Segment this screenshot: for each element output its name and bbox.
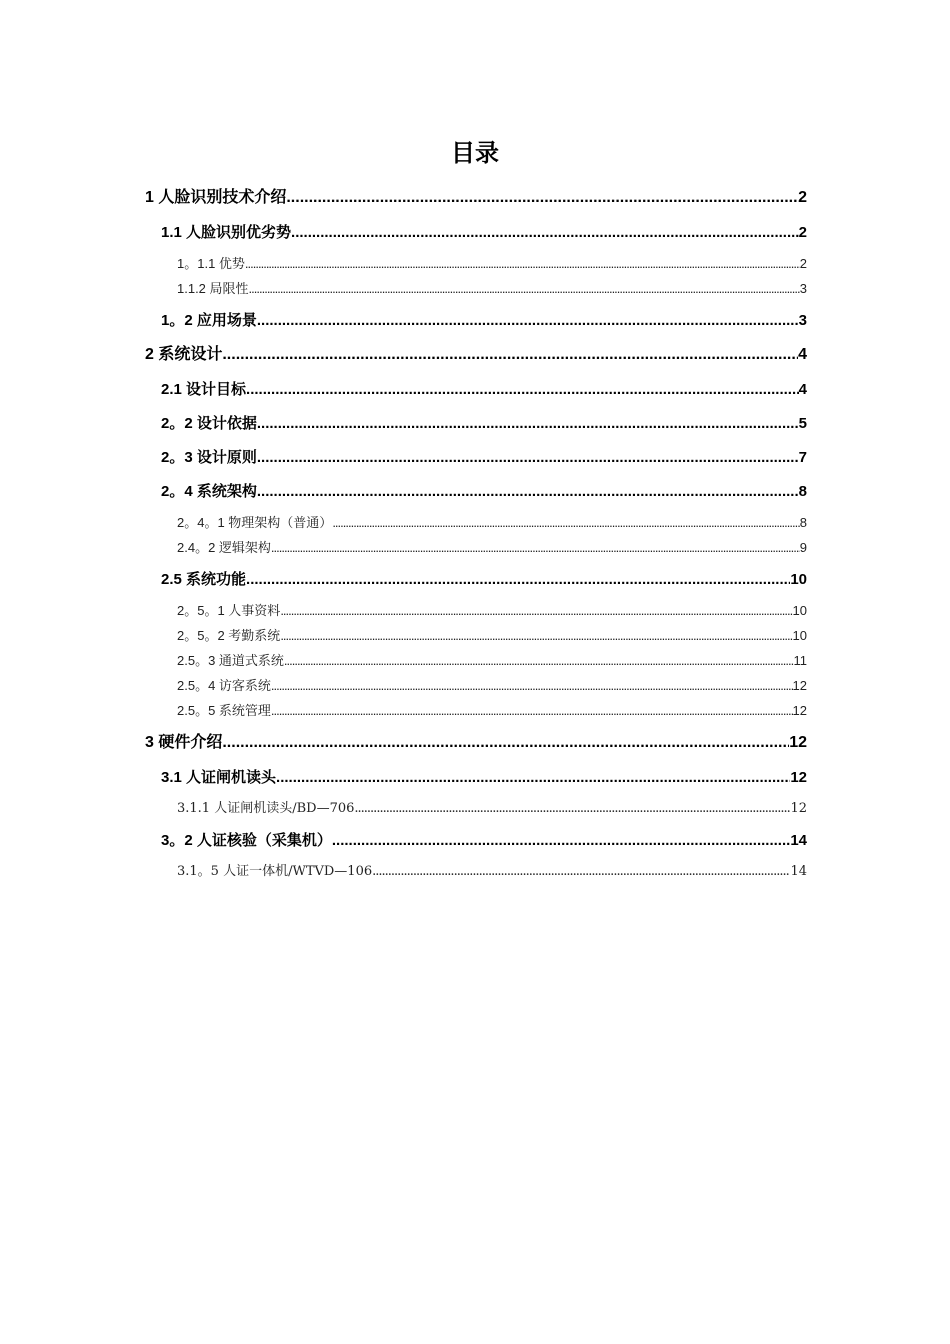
toc-page-number: 12: [792, 703, 807, 718]
toc-page-number: 12: [790, 801, 807, 816]
toc-dot-leader: [271, 674, 793, 698]
toc-page-number: 11: [793, 653, 807, 668]
toc-list: [145, 183, 807, 885]
toc-dot-leader: [245, 252, 800, 276]
toc-page-number: 8: [799, 515, 807, 530]
toc-dot-leader: [286, 183, 798, 213]
toc-entry-level-3[interactable]: [145, 860, 807, 885]
toc-page-number: 4: [798, 346, 807, 363]
toc-dot-leader: [257, 409, 799, 439]
toc-entry-label: 1 人脸识别技术介绍: [145, 189, 287, 206]
toc-dot-leader: [354, 797, 790, 821]
toc-dot-leader: [291, 218, 799, 248]
toc-entry-level-2[interactable]: [145, 443, 807, 477]
toc-entry-label: 3.1。5 人证一体机/WTVD—106: [177, 864, 373, 879]
toc-entry-level-2[interactable]: [145, 375, 807, 409]
toc-entry-label: 2.1 设计目标: [161, 381, 247, 398]
toc-entry-level-2[interactable]: [145, 306, 807, 340]
toc-dot-leader: [372, 860, 790, 884]
toc-dot-leader: [271, 699, 793, 723]
toc-entry-label: 2.5。5 系统管理: [177, 703, 271, 718]
toc-entry-level-2[interactable]: [145, 477, 807, 511]
toc-dot-leader: [280, 624, 792, 648]
toc-entry-level-2[interactable]: [145, 218, 807, 252]
toc-page-number: 3: [798, 312, 807, 329]
toc-entry-label: 3.1 人证闸机读头: [161, 769, 277, 786]
toc-entry-label: 2.4。2 逻辑架构: [177, 540, 271, 555]
toc-page-number: 4: [798, 381, 807, 398]
toc-entry-level-3[interactable]: [145, 699, 807, 728]
toc-dot-leader: [246, 375, 799, 405]
toc-dot-leader: [332, 511, 799, 535]
toc-dot-leader: [222, 340, 798, 370]
toc-entry-label: 2.5 系统功能: [161, 571, 247, 588]
toc-entry-level-2[interactable]: [145, 409, 807, 443]
toc-entry-label: 3.1.1 人证闸机读头/BD—706: [177, 801, 355, 816]
toc-dot-leader: [257, 477, 799, 507]
toc-page-number: 14: [790, 864, 807, 879]
toc-page-number: 5: [798, 415, 807, 432]
toc-page-number: 10: [792, 628, 807, 643]
toc-page-number: 12: [789, 734, 807, 751]
toc-entry-level-3[interactable]: [145, 277, 807, 306]
toc-entry-level-3[interactable]: [145, 599, 807, 624]
toc-page-number: 14: [790, 832, 807, 849]
toc-page-number: 8: [798, 483, 807, 500]
toc-entry-label: 3 硬件介绍: [145, 734, 223, 751]
toc-entry-label: 2。5。2 考勤系统: [177, 628, 281, 643]
toc-entry-level-3[interactable]: [145, 511, 807, 536]
toc-page-number: 2: [799, 256, 807, 271]
toc-page-number: 12: [792, 678, 807, 693]
toc-entry-label: 3。2 人证核验（采集机）: [161, 832, 332, 849]
toc-page-number: 10: [790, 571, 807, 588]
toc-entry-level-2[interactable]: [145, 763, 807, 797]
toc-entry-label: 2.5。3 通道式系统: [177, 653, 284, 668]
toc-page-number: 12: [790, 769, 807, 786]
toc-entry-level-1[interactable]: [145, 183, 807, 218]
toc-entry-label: 1.1.2 局限性: [177, 281, 249, 296]
toc-entry-label: 2.5。4 访客系统: [177, 678, 271, 693]
toc-dot-leader: [246, 565, 790, 595]
toc-page-number: 3: [799, 281, 807, 296]
toc-entry-label: 2。4 系统架构: [161, 483, 257, 500]
toc-entry-level-3[interactable]: [145, 624, 807, 649]
toc-entry-label: 1。2 应用场景: [161, 312, 257, 329]
toc-page-number: 7: [798, 449, 807, 466]
toc-entry-level-3[interactable]: [145, 674, 807, 699]
toc-entry-level-3[interactable]: [145, 797, 807, 826]
toc-entry-level-2[interactable]: [145, 826, 807, 860]
toc-entry-label: 1.1 人脸识别优劣势: [161, 224, 292, 241]
toc-entry-label: 2 系统设计: [145, 346, 223, 363]
toc-entry-label: 2。2 设计依据: [161, 415, 257, 432]
toc-entry-level-2[interactable]: [145, 565, 807, 599]
toc-title: 目录: [451, 139, 499, 167]
toc-dot-leader: [332, 826, 790, 856]
toc-entry-level-3[interactable]: [145, 536, 807, 565]
toc-page-number: 2: [798, 189, 807, 206]
toc-page-number: 10: [792, 603, 807, 618]
toc-dot-leader: [276, 763, 790, 793]
toc-entry-label: 2。5。1 人事资料: [177, 603, 281, 618]
toc-page-number: 2: [798, 224, 807, 241]
toc-entry-label: 2。4。1 物理架构（普通）: [177, 515, 333, 530]
toc-dot-leader: [280, 599, 792, 623]
toc-entry-level-3[interactable]: [145, 649, 807, 674]
toc-dot-leader: [222, 728, 789, 758]
toc-entry-level-1[interactable]: [145, 728, 807, 763]
toc-entry-label: 2。3 设计原则: [161, 449, 257, 466]
toc-entry-level-3[interactable]: [145, 252, 807, 277]
toc-dot-leader: [284, 649, 794, 673]
toc-dot-leader: [249, 277, 800, 301]
toc-dot-leader: [257, 443, 799, 473]
toc-entry-level-1[interactable]: [145, 340, 807, 375]
toc-dot-leader: [257, 306, 799, 336]
toc-entry-label: 1。1.1 优势: [177, 256, 245, 271]
toc-page-number: 9: [799, 540, 807, 555]
toc-dot-leader: [271, 536, 800, 560]
